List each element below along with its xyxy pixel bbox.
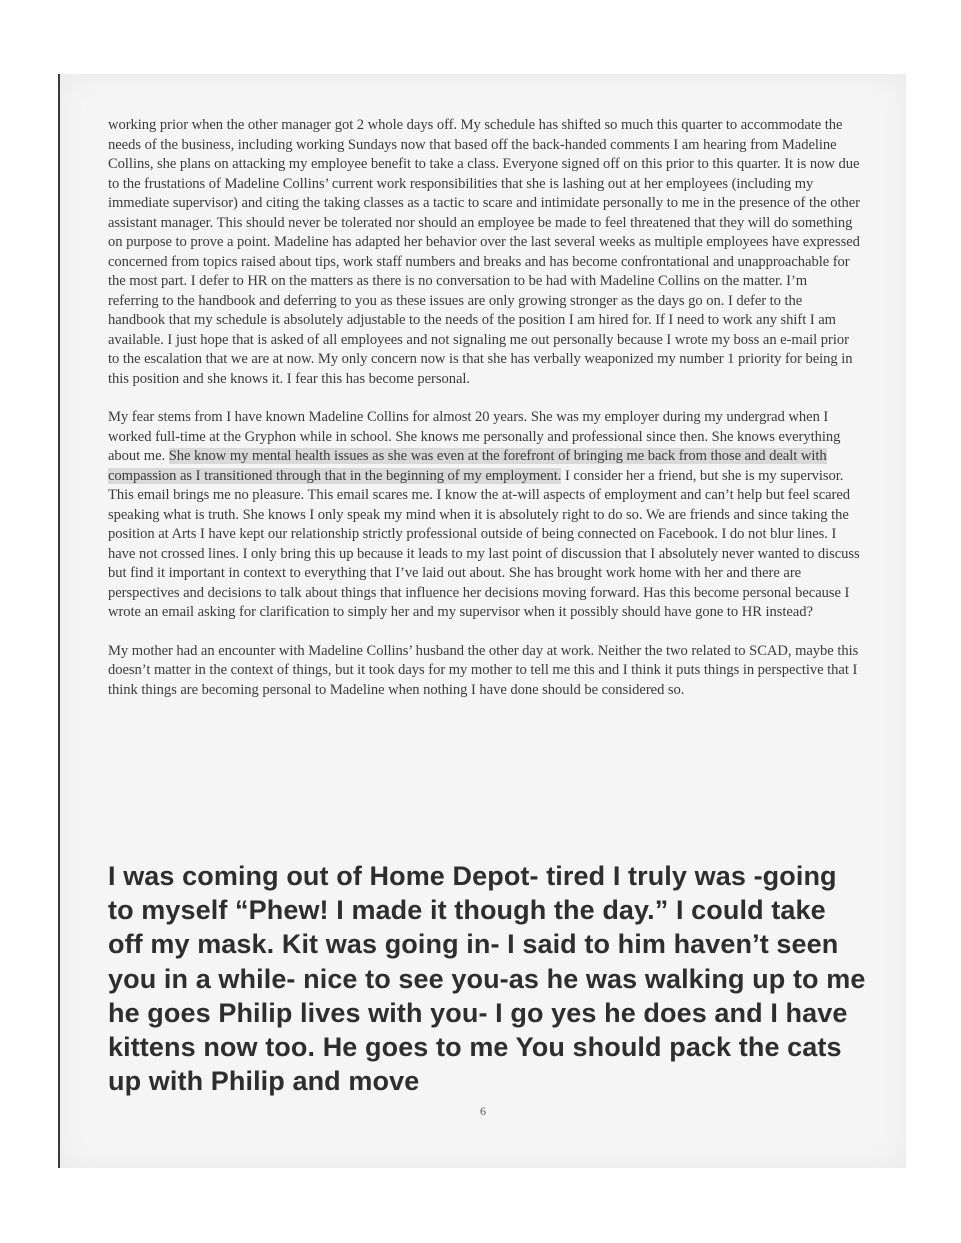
paragraph-fear-intro: My fear stems from I have known Madeline Collins for almost 20 years. She was my employer during my undergrad when I worked full-time at the Gryphon while in school. She knows me personally and professional since then. She knows everything about me.: [108, 409, 841, 464]
document-page: [58, 74, 906, 1168]
paragraph-schedule: working prior when the other manager got 2 whole days off. My schedule has shifted so much this quarter to accommodate the needs of the business, including working Sundays now that based off the back-handed comments I am hearing from Madeline Collins, she plans on attacking my employee benefit to take a class. Everyone signed off on this prior to this quarter. It is now due to the frustations of Madeline Collins’ current work responsibilities that she is lashing out at her employees (including my immediate supervisor) and citing the taking classes as a tactic to scare and intimidate personally to me in the presence of the other assistant manager. This should never be tolerated nor should an employee be made to feel threatened that they will do something on purpose to prove a point. Madeline has adapted her behavior over the last several weeks as multiple employees have expressed concerned from topics raised about tips, work staff numbers and breaks and has become confrontational and unapproachable for the most part. I defer to HR on the matters as there is no conversation to be had with Madeline Collins on the matter. I’m referring to the handbook and deferring to you as these issues are only growing stronger as the days go on. I defer to the handbook that my schedule is absolutely adjustable to the needs of the position I am hired for. If I need to work any shift I am available. I just hope that is asked of all employees and not signaling me out personally because I wrote my boss an e-mail prior to the escalation that we are at now. My only concern now is that she has verbally weaponized my number 1 priority for being in this position and she knows it. I fear this has become personal.: [108, 117, 860, 387]
letter-body: [108, 116, 860, 719]
paragraph-fear: [108, 408, 860, 623]
highlighted-passage: She know my mental health issues as she was even at the forefront of bringing me back from those and dealt with compassion as I transitioned through that in the beginning of my employment.: [108, 448, 827, 484]
page-number: 6: [480, 1104, 486, 1118]
paragraph-mother-encounter: My mother had an encounter with Madeline Collins’ husband the other day at work. Neither the two related to SCAD, maybe this doesn’t matter in the context of things, but it took days for my mother to tell me this and I think it puts things in perspective that I think things are becoming personal to Madeline when nothing I have done should be considered so.: [108, 642, 859, 698]
paragraph-fear-rest: I consider her a friend, but she is my supervisor. This email brings me no pleasure. This email scares me. I know the at-will aspects of employment and can’t help but feel scared speaking what is truth. She knows I only speak my mind when it is absolutely right to do so. We are friends and since taking the position at Arts I have kept our relationship strictly professional outside of being connected on Facebook. I do not blur lines. I have not crossed lines. I only bring this up because it leads to my last point of discussion that I absolutely never wanted to discuss but find it important in context to everything that I’ve laid out about. She has brought work home with her and there are perspectives and decisions to talk about things that influence her decisions moving forward. Has this become personal because I wrote an email asking for clarification to simply her and my supervisor when it possibly should have gone to HR instead?: [108, 467, 860, 620]
large-bold-statement: I was coming out of Home Depot- tired I truly was -going to myself “Phew! I made it though the day.” I could take off my mask. Kit was going in- I said to him haven’t seen you in a while- nice to see you-as he was walking up to me he goes Philip lives with you- I go yes he does and I have kittens now too. He goes to me You should pack the cats up with Philip and move: [108, 861, 866, 1097]
